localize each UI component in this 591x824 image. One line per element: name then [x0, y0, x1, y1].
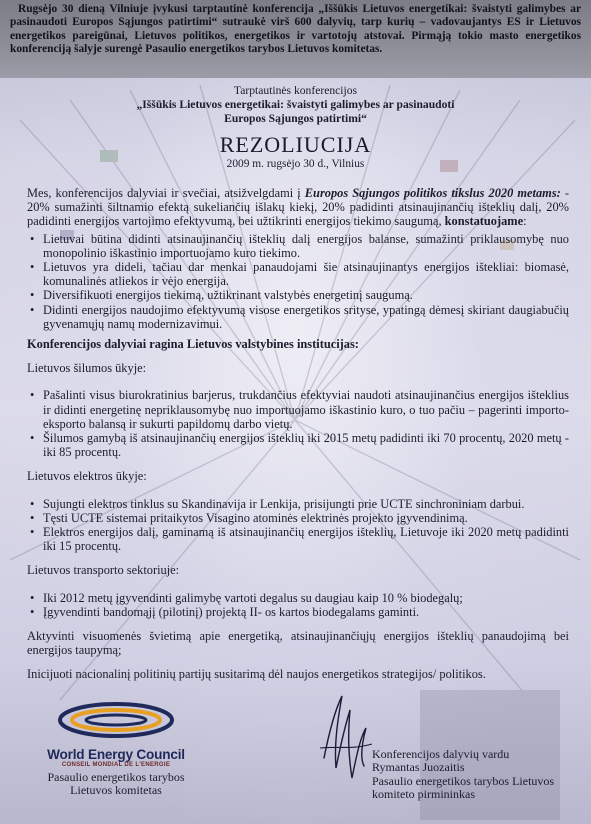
list-item: • Lietuvos yra dideli, tačiau dar menkai panaudojami šie atsinaujinantys energijos ištekliai: biomasė, komunalinės atliekos ir vėjo energija. — [27, 260, 569, 288]
conference-title-line-2: Europos Sąjungos patirtimi“ — [224, 112, 367, 125]
list-item: • Elektros energijos dalį, gaminamą iš atsinaujinančių energijos išteklių, Lietuvoje iki 2020 metų padidinti iki 15 procentų. — [27, 525, 569, 553]
closing-paragraph-1: Aktyvinti visuomenės švietimą apie energetiką, atsinaujinančiųjų energijos išteklių panaudojimą bei energijos taupymą; — [27, 629, 569, 658]
signer-line-3: Pasaulio energetikos tarybos Lietuvos — [372, 773, 555, 788]
closing-paragraph-2: Inicijuoti nacionalinį politinių partijų susitarimą dėl naujos energetikos strategijos/ politikos. — [27, 667, 486, 682]
intro-eu-targets: Europos Sąjungos politikos tikslus 2020 metams: — [304, 186, 561, 200]
resolution-intro — [27, 186, 569, 229]
committee-line-1: Pasaulio energetikos tarybos — [47, 770, 185, 784]
list-item: • Diversifikuoti energijos tiekimą, užtikrinant valstybės energetinį saugumą. — [27, 288, 569, 302]
conference-heading — [0, 84, 591, 171]
list-item: • Įgyvendinti bandomąjį (pilotinį) projektą II- os kartos biodegalams gaminti. — [27, 605, 569, 619]
heat-sector-list — [27, 388, 569, 459]
signer-name: Rymantas Juozaitis — [372, 760, 465, 775]
heat-sector-heading: Lietuvos šilumos ūkyje: — [27, 361, 147, 376]
conference-label: Tarptautinės konferencijos — [233, 84, 358, 97]
list-item: • Didinti energijos naudojimo efektyvumą visose energetikos srityse, ypatingą dėmesį skiriant daugiabučių gyvenamųjų namų modernizavimui. — [27, 303, 569, 331]
transport-sector-heading: Lietuvos transporto sektoriuje: — [27, 563, 180, 578]
list-item: • Iki 2012 metų įgyvendinti galimybę vartoti degalus su daugiau kaip 10 % biodegalų; — [27, 591, 569, 605]
conference-title-line-1: „Iššūkis Lietuvos energetikai: švaistyti galimybes ar pasinaudoti — [136, 98, 455, 111]
list-item: • Tęsti UCTE sistemai pritaikytos Visagino atominės elektrinės projekto įgyvendinimą. — [27, 511, 569, 525]
intro-colon: : — [523, 214, 527, 229]
resolution-body — [27, 186, 569, 682]
power-sector-heading: Lietuvos elektros ūkyje: — [27, 469, 147, 484]
resolution-date: 2009 m. rugsėjo 30 d., Vilnius — [226, 158, 365, 170]
resolution-title: REZOLIUCIJA — [219, 132, 372, 157]
list-item: • Šilumos gamybą iš atsinaujinančių energijos išteklių iki 2015 metų padidinti iki 70 procentų, 2020 metų - iki 85 procentų. — [27, 431, 569, 459]
power-sector-list — [27, 497, 569, 554]
signer-block — [372, 748, 577, 802]
committee-line-2: Lietuvos komitetas — [70, 783, 162, 797]
header-band — [0, 0, 591, 78]
intro-text-post: - 20% sumažinti šiltnamio efektą sukeliančių išlakų kiekį, 20% padidinti atsinaujinančių išteklių dalį, 20% padidinti energijos vartojimo efektyvumą, bei užtikrinti energijos tiekimo saugumą, — [27, 186, 569, 229]
logo-subtitle: CONSEIL MONDIAL DE L'ENERGIE — [61, 762, 171, 768]
list-item: • Lietuvai būtina didinti atsinaujinančių išteklių dalį energijos balanse, sumažinti priklausomybę nuo monopolinio iškastinio importuojamo kuro tiekimo. — [27, 232, 569, 260]
call-heading: Konferencijos dalyviai ragina Lietuvos valstybines institucijas: — [27, 337, 359, 352]
transport-sector-list — [27, 591, 569, 619]
findings-list — [27, 232, 569, 331]
intro-statement: konstatuojame — [444, 214, 524, 229]
intro-text-pre: Mes, konferencijos dalyviai ir svečiai, atsižvelgdami į — [27, 186, 305, 200]
signer-line-1: Konferencijos dalyvių vardu — [372, 747, 510, 761]
list-item: • Pašalinti visus biurokratinius barjerus, trukdančius efektyviai naudoti atsinaujinančius energijos išteklius ir didinti energetinę nepriklausomybę nuo importuojamo iškastinio kuro, o tuo pačiu – pagerinti importo-eksporto balansą ir sukurti papildomų darbo vietų. — [27, 388, 569, 431]
signer-line-4: komiteto pirmininkas — [372, 787, 475, 802]
world-energy-council-logo-icon — [56, 700, 176, 740]
signature-icon — [316, 688, 376, 788]
header-intro-text: Rugsėjo 30 dieną Vilniuje įvykusi tarptautinė konferencija „Iššūkis Lietuvos energetikai: švaistyti galimybes ar pasinaudoti Europos Sąjungos patirtimi“ sutraukė virš 600 dalyvių, tarp kurių – vadovaujantys ES ir Lietuvos energetikos pareigūnai, Lietuvos politikos, energetikos ir vartotojų atstovai. Pirmąją tokio masto energetikos konferenciją šalyje surengė Pasaulio energetikos tarybos Lietuvos komitetas. — [10, 3, 581, 56]
committee-block — [26, 700, 206, 797]
logo-name: World Energy Council — [47, 747, 185, 762]
list-item: • Sujungti elektros tinklus su Skandinavija ir Lenkija, prisijungti prie UCTE sinchroniniam darbui. — [27, 497, 569, 511]
